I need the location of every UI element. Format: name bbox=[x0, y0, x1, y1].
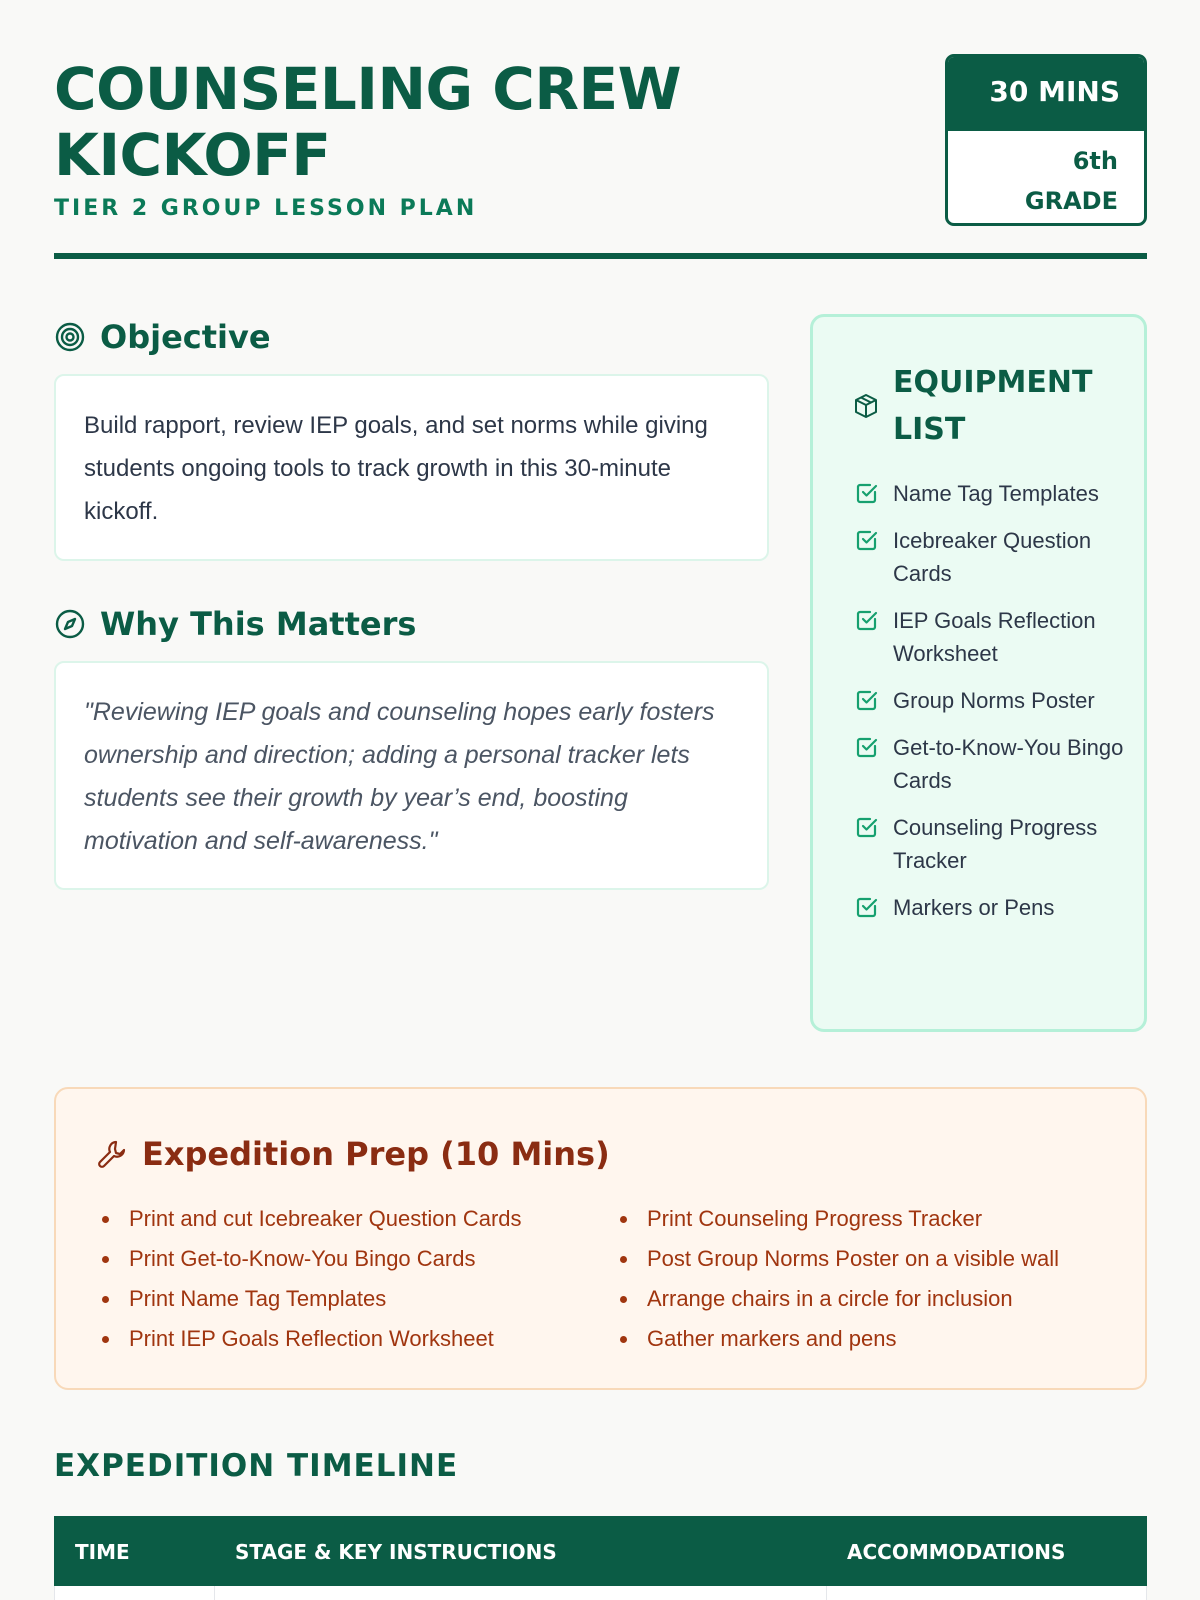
header bbox=[54, 0, 1147, 262]
prep-item-label: Gather markers and pens bbox=[647, 1326, 897, 1351]
equipment-item-label: Get-to-Know-You Bingo Cards bbox=[893, 735, 1124, 793]
prep-item-label: Post Group Norms Poster on a visible wall bbox=[647, 1246, 1060, 1271]
equipment-item-label: Markers or Pens bbox=[893, 895, 1055, 920]
prep-list-item bbox=[102, 1239, 522, 1279]
equipment-item-label: IEP Goals Reflection Worksheet bbox=[893, 608, 1096, 666]
equipment-list bbox=[855, 477, 1125, 938]
table-row bbox=[54, 1586, 1147, 1600]
equipment-heading bbox=[853, 359, 1113, 453]
equipment-item-label: Icebreaker Question Cards bbox=[893, 528, 1092, 586]
column-header-accommodations: ACCOMMODATIONS bbox=[847, 1540, 1066, 1564]
why-quote: "Reviewing IEP goals and counseling hopes early fosters ownership and direction; adding a personal tracker lets students see their growth by year’s end, boosting motivation and self-awareness." bbox=[84, 698, 715, 855]
bullet-icon bbox=[102, 1296, 109, 1303]
equipment-item bbox=[855, 731, 1125, 797]
page-title bbox=[54, 56, 754, 188]
equipment-title: EQUIPMENT LIST bbox=[893, 365, 1093, 447]
duration-grade-badge bbox=[945, 54, 1147, 226]
timeline-title: EXPEDITION TIMELINE bbox=[54, 1448, 459, 1484]
target-icon bbox=[54, 321, 86, 353]
title-line-2: KICKOFF bbox=[54, 121, 331, 189]
timeline-table bbox=[54, 1516, 1147, 1600]
prep-item-label: Print Counseling Progress Tracker bbox=[647, 1206, 983, 1231]
lesson-plan-page bbox=[54, 0, 1147, 1564]
prep-panel bbox=[54, 1087, 1147, 1390]
prep-list-item bbox=[620, 1239, 1059, 1279]
checkbox-checked-icon bbox=[855, 608, 879, 632]
equipment-panel bbox=[810, 314, 1147, 1032]
objective-title: Objective bbox=[100, 318, 271, 356]
box-icon bbox=[853, 393, 879, 419]
timeline-header-row bbox=[54, 1516, 1147, 1586]
checkbox-checked-icon bbox=[855, 528, 879, 552]
prep-list-left bbox=[102, 1199, 522, 1359]
equipment-item-label: Group Norms Poster bbox=[893, 688, 1095, 713]
prep-item-label: Print IEP Goals Reflection Worksheet bbox=[129, 1326, 494, 1351]
grade-line-2: GRADE bbox=[1024, 187, 1118, 215]
prep-list-item bbox=[620, 1199, 1059, 1239]
equipment-item bbox=[855, 684, 1125, 717]
prep-list-right bbox=[620, 1199, 1059, 1359]
column-divider bbox=[214, 1586, 215, 1600]
objective-heading bbox=[54, 318, 271, 356]
equipment-item bbox=[855, 604, 1125, 670]
prep-list-item bbox=[102, 1199, 522, 1239]
prep-item-label: Print Get-to-Know-You Bingo Cards bbox=[129, 1246, 476, 1271]
header-divider bbox=[54, 253, 1147, 259]
checkbox-checked-icon bbox=[855, 735, 879, 759]
column-header-time: TIME bbox=[75, 1540, 130, 1564]
grade-label bbox=[948, 131, 1144, 221]
title-line-1: COUNSELING CREW bbox=[54, 55, 682, 123]
checkbox-checked-icon bbox=[855, 688, 879, 712]
checkbox-checked-icon bbox=[855, 481, 879, 505]
bullet-icon bbox=[102, 1336, 109, 1343]
equipment-item bbox=[855, 524, 1125, 590]
prep-heading bbox=[96, 1135, 610, 1173]
page-subtitle: TIER 2 GROUP LESSON PLAN bbox=[54, 196, 478, 221]
prep-title: Expedition Prep (10 Mins) bbox=[142, 1135, 610, 1173]
column-header-stage: STAGE & KEY INSTRUCTIONS bbox=[235, 1540, 557, 1564]
why-heading bbox=[54, 605, 416, 643]
prep-item-label: Print Name Tag Templates bbox=[129, 1286, 387, 1311]
why-card bbox=[54, 661, 769, 890]
checkbox-checked-icon bbox=[855, 815, 879, 839]
wrench-icon bbox=[96, 1138, 128, 1170]
objective-card bbox=[54, 374, 769, 561]
equipment-item bbox=[855, 811, 1125, 877]
bullet-icon bbox=[102, 1256, 109, 1263]
checkbox-checked-icon bbox=[855, 895, 879, 919]
equipment-item-label: Name Tag Templates bbox=[893, 481, 1099, 506]
grade-line-1: 6th bbox=[1072, 147, 1118, 175]
prep-list-item bbox=[102, 1319, 522, 1359]
equipment-item-label: Counseling Progress Tracker bbox=[893, 815, 1098, 873]
why-title: Why This Matters bbox=[100, 605, 417, 643]
prep-list-item bbox=[620, 1319, 1059, 1359]
prep-item-label: Arrange chairs in a circle for inclusion bbox=[647, 1286, 1013, 1311]
bullet-icon bbox=[620, 1216, 627, 1223]
duration-label: 30 MINS bbox=[948, 57, 1144, 131]
prep-item-label: Print and cut Icebreaker Question Cards bbox=[129, 1206, 522, 1231]
compass-icon bbox=[54, 608, 86, 640]
prep-list-item bbox=[620, 1279, 1059, 1319]
equipment-item bbox=[855, 891, 1125, 924]
bullet-icon bbox=[620, 1336, 627, 1343]
bullet-icon bbox=[620, 1256, 627, 1263]
equipment-item bbox=[855, 477, 1125, 510]
bullet-icon bbox=[102, 1216, 109, 1223]
objective-text: Build rapport, review IEP goals, and set norms while giving students ongoing tools to track growth in this 30-minute kickoff. bbox=[84, 412, 708, 525]
prep-list-item bbox=[102, 1279, 522, 1319]
bullet-icon bbox=[620, 1296, 627, 1303]
column-divider bbox=[826, 1586, 827, 1600]
